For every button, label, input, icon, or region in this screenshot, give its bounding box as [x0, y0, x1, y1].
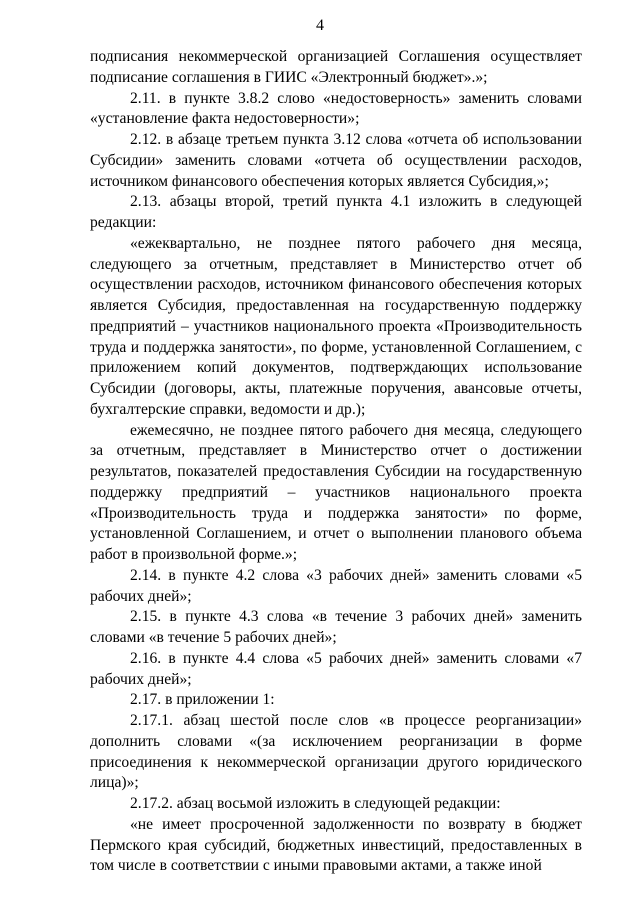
paragraph-2-17: 2.17. в приложении 1:	[130, 691, 275, 709]
page-number: 4	[316, 17, 324, 34]
paragraph-2-11: 2.11. в пункте 3.8.2 слово «недостоверность» заменить словами «установление факта недостоверности»;	[90, 89, 582, 128]
paragraph-2-13: 2.13. абзацы второй, третий пункта 4.1 изложить в следующей редакции:	[90, 193, 582, 231]
paragraph-quarterly-report: «ежеквартально, не позднее пятого рабочего дня месяца, следующего за отчетным, представляет в Министерство отчет об осуществлении расходов, источником финансового обеспечения которых является Субсидия, предоставленная на государственную поддержку предприятий – участников национального проекта «Производительность труда и поддержка занятости», по форме, установленной Соглашением, с приложением копий документов, подтверждающих использование Субсидии (договоры, акты, платежные поручения, авансовые отчеты, бухгалтерские справки, ведомости и др.);	[90, 234, 582, 418]
paragraph-2-12: 2.12. в абзаце третьем пункта 3.12 слова «отчета об использовании Субсидии» заменить словами «отчета об осуществлении расходов, источником финансового обеспечения которых является Субсидия,»;	[90, 131, 582, 190]
paragraph-2-15: 2.15. в пункте 4.3 слова «в течение 3 рабочих дней» заменить словами «в течение 5 рабочих дней»;	[90, 608, 582, 646]
document-body	[90, 47, 582, 877]
paragraph-2-14: 2.14. в пункте 4.2 слова «3 рабочих дней» заменить словами «5 рабочих дней»;	[90, 566, 582, 605]
paragraph-2-17-2: 2.17.2. абзац восьмой изложить в следующей редакции:	[130, 795, 501, 812]
paragraph-monthly-report: ежемесячно, не позднее пятого рабочего дня месяца, следующего за отчетным, представляет в Министерство отчет о достижении результатов, показателей предоставления Субсидии на государственную поддержку предприятий – участников национального проекта «Производительность труда и поддержка занятости» по форме, установленной Соглашением, и отчет о выполнении планового объема работ в произвольной форме.»;	[90, 421, 582, 563]
paragraph-new-wording: «не имеет просроченной задолженности по возврату в бюджет Пермского края субсидий, бюджетных инвестиций, предоставленных в том числе в соответствии с иными правовыми актами, а также иной	[90, 815, 582, 875]
paragraph-2-16: 2.16. в пункте 4.4 слова «5 рабочих дней» заменить словами «7 рабочих дней»;	[90, 649, 582, 688]
paragraph-continuation: подписания некоммерческой организацией Соглашения осуществляет подписание соглашения в ГИИС «Электронный бюджет».»;	[90, 48, 582, 86]
paragraph-2-17-1: 2.17.1. абзац шестой после слов «в процессе реорганизации» дополнить словами «(за исключением реорганизации в форме присоединения к некоммерческой организации другого юридического лица)»;	[90, 712, 582, 792]
